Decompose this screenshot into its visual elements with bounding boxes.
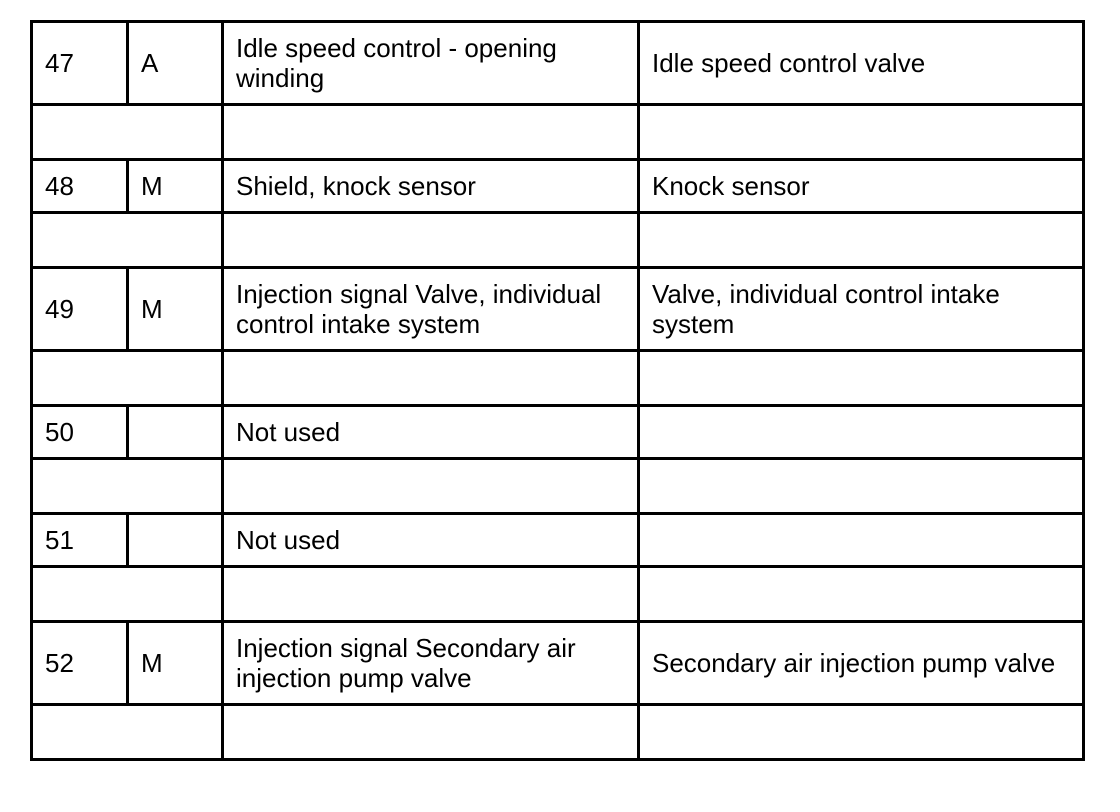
empty-cell: [639, 459, 1084, 514]
empty-cell: [223, 213, 639, 268]
empty-cell: [32, 213, 223, 268]
component-cell: Knock sensor: [639, 160, 1084, 213]
empty-cell: [32, 705, 223, 760]
table-spacer-row: [32, 105, 1084, 160]
pin-number-cell: 51: [32, 514, 128, 567]
empty-cell: [223, 705, 639, 760]
empty-cell: [32, 351, 223, 406]
empty-cell: [639, 213, 1084, 268]
signal-description-cell: Not used: [223, 514, 639, 567]
component-cell: [639, 406, 1084, 459]
component-cell: Valve, individual control intake system: [639, 268, 1084, 351]
pin-type-cell: A: [128, 22, 223, 105]
component-cell: [639, 514, 1084, 567]
signal-description-cell: Not used: [223, 406, 639, 459]
signal-description-cell: Injection signal Valve, individual control intake system: [223, 268, 639, 351]
component-cell: Secondary air injection pump valve: [639, 622, 1084, 705]
component-cell: Idle speed control valve: [639, 22, 1084, 105]
pin-number-cell: 52: [32, 622, 128, 705]
pin-type-cell: M: [128, 268, 223, 351]
pin-number-cell: 48: [32, 160, 128, 213]
empty-cell: [639, 705, 1084, 760]
pin-number-cell: 50: [32, 406, 128, 459]
empty-cell: [639, 351, 1084, 406]
pin-type-cell: [128, 514, 223, 567]
empty-cell: [223, 351, 639, 406]
pin-number-cell: 49: [32, 268, 128, 351]
table-spacer-row: [32, 213, 1084, 268]
empty-cell: [223, 567, 639, 622]
pin-type-cell: [128, 406, 223, 459]
empty-cell: [639, 567, 1084, 622]
pin-number-cell: 47: [32, 22, 128, 105]
signal-description-cell: Idle speed control - opening winding: [223, 22, 639, 105]
table-spacer-row: [32, 459, 1084, 514]
pin-type-cell: M: [128, 622, 223, 705]
table-row-pin-49: [32, 268, 1084, 351]
signal-description-cell: Shield, knock sensor: [223, 160, 639, 213]
table-spacer-row: [32, 351, 1084, 406]
empty-cell: [639, 105, 1084, 160]
signal-description-cell: Injection signal Secondary air injection pump valve: [223, 622, 639, 705]
table-row-pin-50: [32, 406, 1084, 459]
table-row-pin-47: [32, 22, 1084, 105]
table-row-pin-48: [32, 160, 1084, 213]
pin-type-cell: M: [128, 160, 223, 213]
table-spacer-row: [32, 567, 1084, 622]
table-spacer-row: [32, 705, 1084, 760]
table-row-pin-51: [32, 514, 1084, 567]
pin-assignment-table: [30, 20, 1085, 761]
empty-cell: [32, 105, 223, 160]
empty-cell: [32, 459, 223, 514]
empty-cell: [223, 459, 639, 514]
empty-cell: [223, 105, 639, 160]
empty-cell: [32, 567, 223, 622]
table-row-pin-52: [32, 622, 1084, 705]
